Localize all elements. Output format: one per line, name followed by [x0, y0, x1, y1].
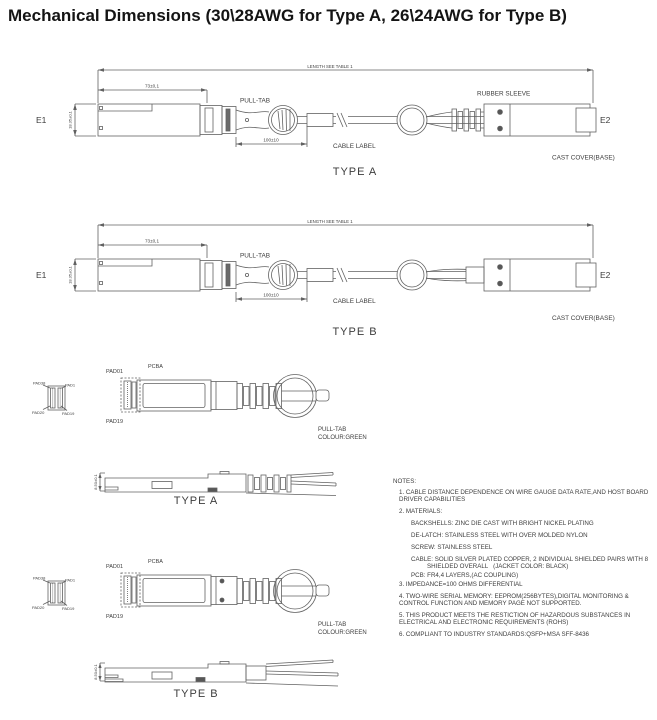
detail-b-pad-face-view [43, 580, 67, 606]
pad01-label-b: PAD01 [106, 564, 124, 570]
pad20-label-b: PAD20 [32, 605, 45, 610]
note-line: SCREW: STAINLESS STEEL [411, 544, 493, 551]
type-b-dimension-lines [73, 223, 593, 302]
type-a-drawing [0, 60, 657, 192]
type-a-rubber-sleeve-part [452, 109, 484, 131]
dim-100-b: 100±10 [263, 292, 279, 298]
pulltab-colour-line1-a: PULL-TAB [318, 427, 347, 433]
side-a-body [105, 472, 336, 496]
cable-label-b: CABLE LABEL [333, 298, 376, 305]
notes-lines [393, 489, 655, 638]
pull-tab-label-b: PULL-TAB [240, 252, 271, 260]
pad20-label-a: PAD20 [32, 410, 45, 415]
pcba-label-b: PCBA [148, 559, 163, 565]
type-b-caption: TYPE B [332, 326, 378, 338]
detail-a-connector-assembly [121, 375, 329, 418]
side-b-caption: TYPE B [173, 688, 219, 700]
pad1-label-b: PAD1 [65, 577, 76, 583]
pad01-label-a: PAD01 [106, 369, 124, 375]
pad01-leader-b [105, 570, 129, 576]
e2-label-b: E2 [600, 270, 611, 280]
pull-tab-leader-a [239, 104, 272, 111]
cable-label-a: CABLE LABEL [333, 143, 376, 150]
side-b-body [105, 660, 338, 686]
dim-height-b: 18.35±0,1 [67, 266, 73, 284]
length-note-b: LENGTH SEE TABLE 1 [307, 219, 353, 224]
pad19-label-a: PAD19 [62, 411, 75, 416]
type-a-connector-e1 [98, 104, 236, 136]
note-line: DRIVER CAPABILITIES [399, 496, 466, 503]
note-line: DE-LATCH: STAINLESS STEEL WITH OVER MOLDED NYLON [411, 532, 588, 539]
e1-label-a: E1 [36, 115, 47, 125]
pcba-leader-a [139, 370, 168, 381]
e2-label-a: E2 [600, 115, 611, 125]
e1-label-b: E1 [36, 270, 47, 280]
note-line: 3. IMPEDANCE=100 OHMS DIFFERENTIAL [399, 581, 523, 588]
side-b-dim-text: 8.50±0.1 [93, 664, 98, 680]
type-a-cable [297, 105, 484, 135]
detail-a-drawing [0, 350, 400, 450]
side-a-drawing [0, 445, 400, 510]
note-line: CONTROL FUNCTION AND MEMORY PAGE NOT SUPPORTED. [399, 600, 582, 607]
side-a-dim-text: 8.50±0.1 [93, 474, 98, 490]
type-a-dimension-lines [73, 68, 593, 147]
pulltab-colour-line1-b: PULL-TAB [318, 622, 347, 628]
note-line: 5. THIS PRODUCT MEETS THE RESTICTION OF HAZARDOUS SUBSTANCES IN [399, 612, 631, 619]
type-a-pull-tab-loop [236, 106, 298, 135]
side-b-drawing [0, 635, 400, 705]
type-b-connector-e1 [98, 259, 236, 291]
note-line: ELECTRICAL AND ELECTRONIC REQUIREMENTS (ROHS) [399, 619, 569, 626]
pad01-leader-a [105, 375, 129, 381]
pad1-label-a: PAD1 [65, 382, 76, 388]
dim-100-a: 100±10 [263, 137, 279, 143]
page-title: Mechanical Dimensions (30\28AWG for Type A, 26\24AWG for Type B) [8, 6, 567, 25]
type-a-caption: TYPE A [332, 166, 378, 178]
side-a-caption: TYPE A [173, 495, 219, 507]
type-b-labels [36, 253, 617, 339]
pull-tab-label-a: PULL-TAB [240, 97, 271, 105]
note-line: SHIELDED OVERALL (JACKET COLOR: BLACK) [427, 563, 569, 570]
length-note-a: LENGTH SEE TABLE 1 [307, 64, 353, 69]
dim-73-b: 73±0,1 [144, 238, 160, 244]
pad19-label-b: PAD19 [62, 606, 75, 611]
pad38-label-a: PAD38 [33, 380, 46, 386]
side-a-dimension [98, 473, 105, 491]
note-line: PCB: FR4,4 LAYERS,(AC COUPLING) [411, 572, 519, 579]
detail-a-pad-face-view [43, 385, 67, 411]
type-b-cable [297, 260, 484, 290]
type-b-connector-e2 [484, 259, 596, 291]
note-line: 6. COMPLIANT TO INDUSTRY STANDARDS:QSFP+MSA SFF-8436 [399, 631, 589, 638]
detail-b-drawing [0, 545, 400, 645]
note-line: CABLE: SOLID SILVER PLATED COPPER, 2 INDIVIDUAL SHIELDED PAIRS WITH 8 [411, 556, 649, 563]
pulltab-colour-line2-a: COLOUR:GREEN [318, 435, 367, 441]
type-b-drawing [0, 215, 657, 347]
note-line: 1. CABLE DISTANCE DEPENDENCE ON WIRE GAUGE DATA RATE,AND HOST BOARD [399, 489, 649, 496]
side-b-dimension [98, 663, 105, 681]
pad19-main-label-a: PAD19 [106, 419, 124, 425]
dim-73-a: 73±0,1 [144, 83, 160, 89]
rubber-sleeve-label-a: RUBBER SLEEVE [477, 90, 531, 98]
note-line: BACKSHELLS: ZINC DIE CAST WITH BRIGHT NICKEL PLATING [411, 520, 594, 527]
rubber-sleeve-leader-a [461, 97, 530, 109]
pcba-label-a: PCBA [148, 364, 163, 370]
cast-cover-label-b: CAST COVER(BASE) [552, 315, 615, 322]
notes-heading: NOTES: [393, 478, 417, 485]
note-line: 2. MATERIALS: [399, 508, 443, 515]
pulltab-colour-line2-b: COLOUR:GREEN [318, 630, 367, 636]
pcba-leader-b [139, 565, 168, 576]
dim-height-a: 18.35±0,1 [67, 111, 73, 129]
pull-tab-leader-b [239, 259, 272, 266]
type-a-connector-e2 [484, 104, 596, 136]
pad38-label-b: PAD38 [33, 575, 46, 581]
detail-b-connector-assembly [121, 570, 329, 613]
note-line: 4. TWO-WIRE SERIAL MEMORY: EEPROM(256BYTES),DIGITAL MONITORING & [399, 593, 629, 600]
type-b-pull-tab-loop [236, 261, 298, 290]
notes-block [393, 478, 655, 638]
cast-cover-label-a: CAST COVER(BASE) [552, 154, 615, 162]
pad19-main-label-b: PAD19 [106, 614, 124, 620]
